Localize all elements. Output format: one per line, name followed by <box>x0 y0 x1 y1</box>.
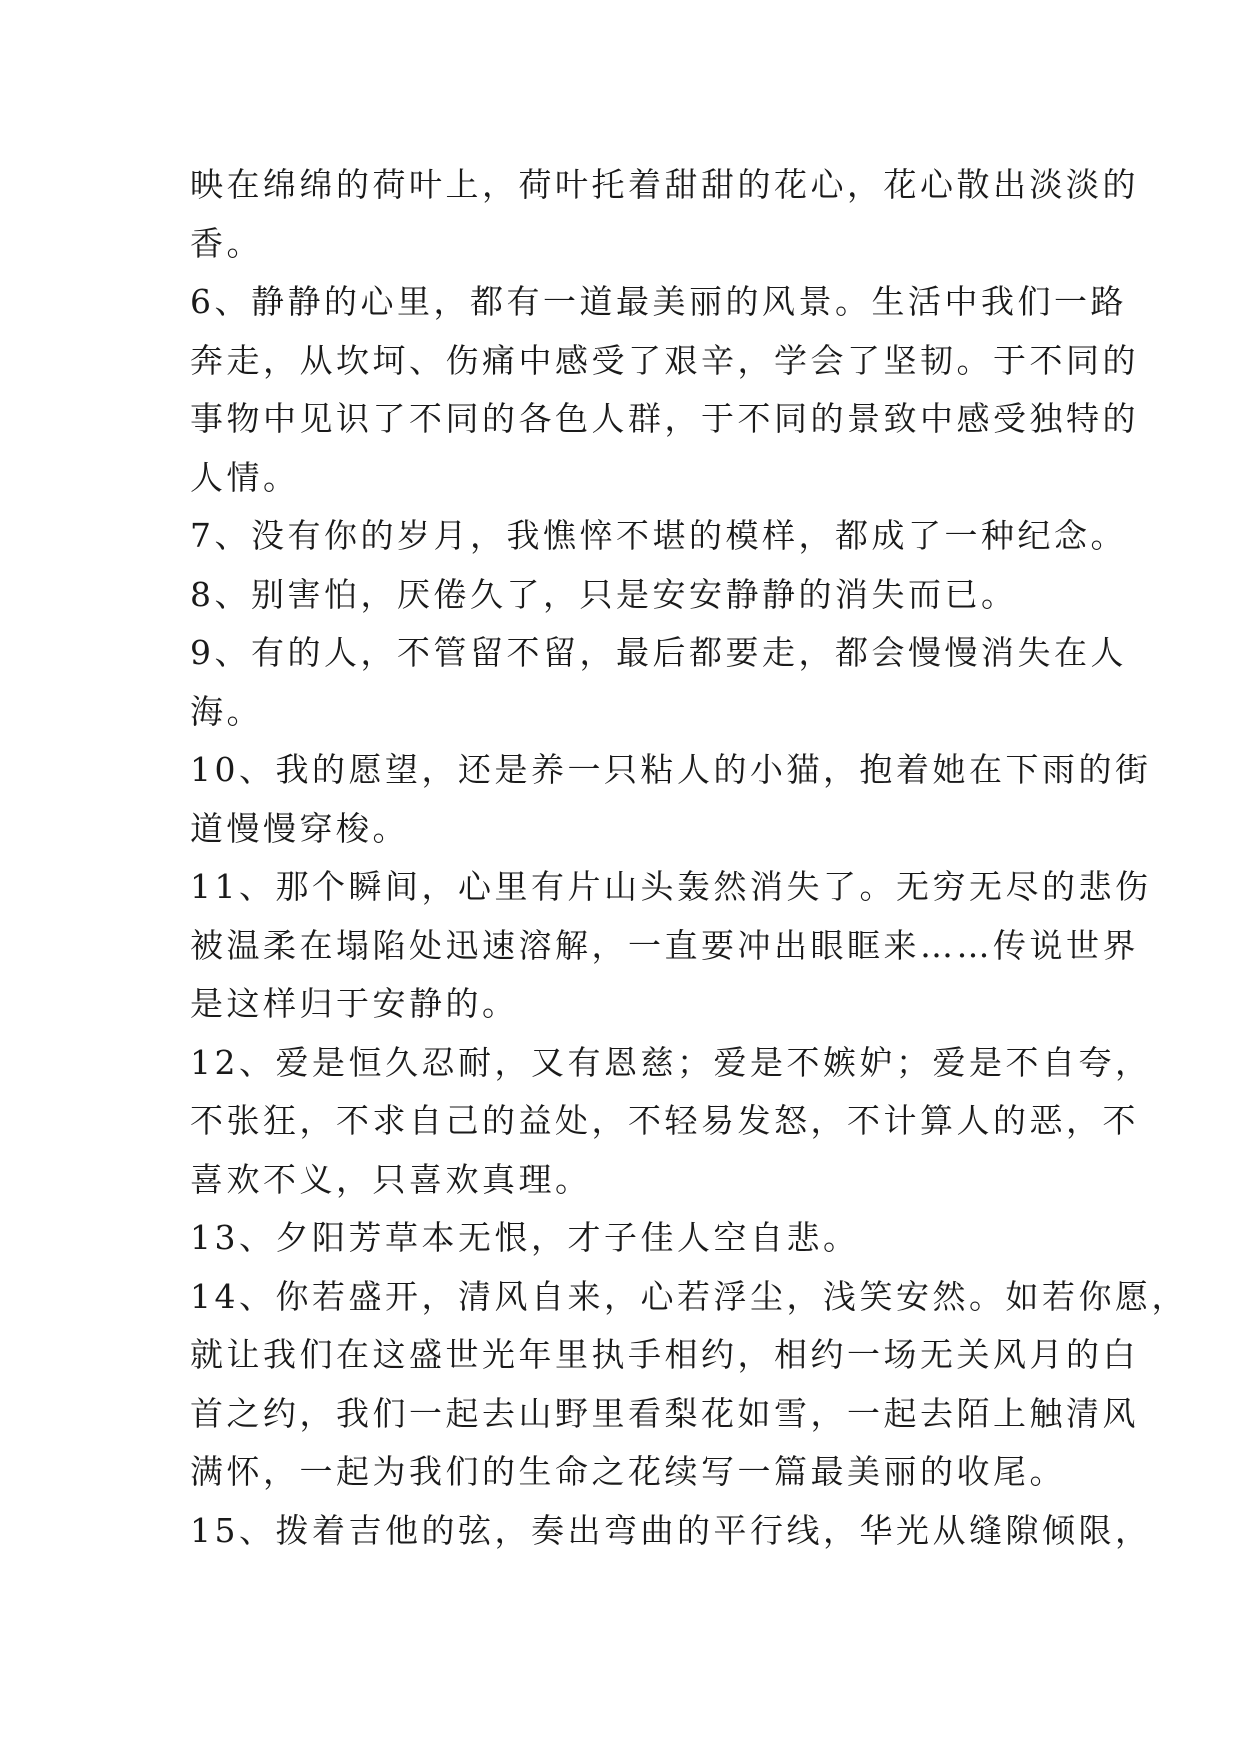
text-line: 6、静静的心里，都有一道最美丽的风景。生活中我们一路 <box>190 282 1127 321</box>
text-line: 事物中见识了不同的各色人群，于不同的景致中感受独特的 <box>190 399 1139 438</box>
text-line: 14、你若盛开，清风自来，心若浮尘，浅笑安然。如若你愿， <box>190 1276 1188 1316</box>
text-line: 13、夕阳芳草本无恨，才子佳人空自悲。 <box>190 1218 860 1257</box>
text-line: 7、没有你的岁月，我憔悴不堪的模样，都成了一种纪念。 <box>190 516 1127 555</box>
text-line: 10、我的愿望，还是养一只粘人的小猫，抱着她在下雨的街 <box>190 750 1152 789</box>
text-line: 海。 <box>190 691 263 731</box>
text-line: 映在绵绵的荷叶上，荷叶托着甜甜的花心，花心散出淡淡的 <box>190 165 1139 204</box>
text-line: 15、拨着吉他的弦，奏出弯曲的平行线，华光从缝隙倾限， <box>190 1510 1152 1550</box>
text-line: 人情。 <box>190 457 300 497</box>
text-line: 奔走，从坎坷、伤痛中感受了艰辛，学会了坚韧。于不同的 <box>190 340 1139 380</box>
text-line: 喜欢不义，只喜欢真理。 <box>190 1159 592 1199</box>
text-line: 道慢慢穿梭。 <box>190 808 409 848</box>
text-line: 首之约，我们一起去山野里看梨花如雪，一起去陌上触清风 <box>190 1393 1139 1433</box>
text-line: 11、那个瞬间，心里有片山头轰然消失了。无穷无尽的悲伤 <box>190 867 1152 906</box>
text-line: 就让我们在这盛世光年里执手相约，相约一场无关风月的白 <box>190 1335 1139 1374</box>
text-line: 是这样归于安静的。 <box>190 984 519 1023</box>
text-line: 12、爱是恒久忍耐，又有恩慈；爱是不嫉妒；爱是不自夸， <box>190 1042 1152 1082</box>
text-line: 香。 <box>190 223 263 263</box>
text-line: 满怀，一起为我们的生命之花续写一篇最美丽的收尾。 <box>190 1452 1066 1491</box>
text-line: 被温柔在塌陷处迅速溶解，一直要冲出眼眶来……传说世界 <box>190 925 1139 965</box>
text-line: 8、别害怕，厌倦久了，只是安安静静的消失而已。 <box>190 574 1018 614</box>
text-line: 不张狂，不求自己的益处，不轻易发怒，不计算人的恶，不 <box>190 1101 1139 1140</box>
document-body <box>190 156 1188 1560</box>
text-line: 9、有的人，不管留不留，最后都要走，都会慢慢消失在人 <box>190 633 1127 672</box>
